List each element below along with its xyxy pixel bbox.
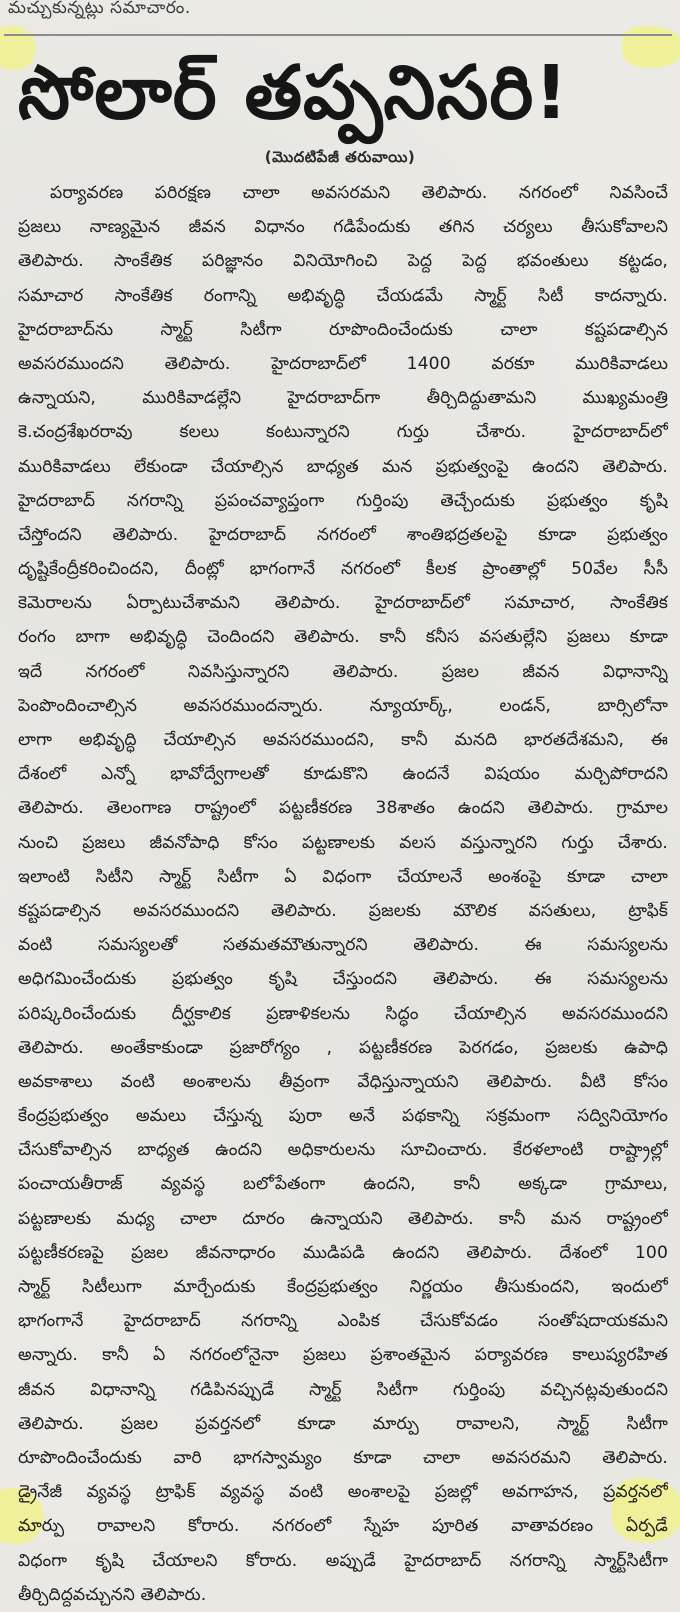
article-line: కె.చంద్రశేఖరరావు కలలు కంటున్నారని గుర్తు చేశారు. హైదరాబాద్‌లో <box>18 422 668 443</box>
article-line: లాగా అభివృద్ధి చేయాల్సిన అవసరముందని, కానీ మనది భారతదేశమని, ఈ <box>18 730 668 750</box>
headline: సోలార్ తప్పనిసరి! <box>18 50 569 136</box>
article-line: సమాచార సాంకేతిక రంగాన్ని అభివృద్ధి చేయడమే స్మార్ట్ సిటీ కాదన్నారు. <box>18 285 668 306</box>
article-line: ఇదే నగరంలో నివసిస్తున్నారని తెలిపారు. ప్రజల జీవన విధానాన్ని <box>18 661 668 682</box>
article-line: తెలిపారు. తెలంగాణ రాష్ట్రంలో పట్టణీకరణ 38శాతం ఉందని తెలిపారు. గ్రామాల <box>18 798 668 819</box>
continued-from-label: (మొదటిపేజీ తరువాయి) <box>264 148 416 166</box>
article-line: నుంచి ప్రజలు జీవనోపాధి కోసం పట్టణాలకు వలస వస్తున్నారని గుర్తు చేశారు. <box>18 832 668 853</box>
article-line: తీర్చిదిద్దవచ్చునని తెలిపారు. <box>18 1584 207 1605</box>
article-line: వంటి సమస్యలతో సతమతమౌతున్నారని తెలిపారు. ఈ సమస్యలను <box>18 935 668 956</box>
article-line: డ్రైనేజీ వ్యవస్థ ట్రాఫిక్ వ్యవస్థ వంటి అంశాలపై ప్రజల్లో అవగాహన, ప్రవర్తనలో <box>18 1482 668 1503</box>
article-body <box>18 176 668 1612</box>
article-line: స్మార్ట్ సిటీలుగా మార్చేందుకు కేంద్రప్రభుత్వం నిర్ణయం తీసుకుందని, ఇందులో <box>18 1277 668 1297</box>
article-line: చేసుకోవాల్సిన బాధ్యత ఉందని అధికారులను సూచించారు. కేరళలాంటి రాష్ట్రాల్లో <box>18 1140 668 1161</box>
article-line: పంచాయతీరాజ్ వ్యవస్థ బలోపేతంగా ఉందని, కానీ అక్కడా గ్రామాలు, <box>18 1174 668 1195</box>
article-line: అన్నారు. కానీ ఏ నగరంలోనైనా ప్రజలు ప్రశాంతమైన పర్యావరణ కాలుష్యరహిత <box>18 1345 668 1366</box>
article-line: చేస్తోందని తెలిపారు. హైదరాబాద్ నగరంలో శాంతిభద్రతలపై కూడా ప్రభుత్వం <box>18 524 668 545</box>
article-line: పట్టణాలకు మధ్య చాలా దూరం ఉన్నాయని తెలిపారు. కానీ మన రాష్ట్రంలో <box>18 1208 668 1229</box>
article-line: అవకాశాలు వంటి అంశాలను తీవ్రంగా వేధిస్తున్నాయని తెలిపారు. వీటి కోసం <box>18 1071 668 1092</box>
article-line: ఇలాంటి సిటీని స్మార్ట్ సిటీగా ఏ విధంగా చేయాలనే అంశంపై కూడా చాలా <box>18 866 668 887</box>
article-line: జీవన విధానాన్ని గడిపినప్పుడే స్మార్ట్ సిటీగా గుర్తింపు వచ్చినట్లవుతుందని <box>18 1379 668 1400</box>
article-line: తెలిపారు. ప్రజల ప్రవర్తనలో కూడా మార్పు రావాలని, స్మార్ట్ సిటీగా <box>18 1413 668 1434</box>
article-line: భాగంగానే హైదరాబాద్ నగరాన్ని ఎంపిక చేసుకోవడం సంతోషదాయకమని <box>18 1311 668 1332</box>
previous-article-tail: మచ్చుకున్నట్లు సమాచారం. <box>8 0 191 18</box>
article-line: హైదరాబాద్‌ను స్మార్ట్ సిటీగా రూపొందించేందుకు చాలా కష్టపడాల్సిన <box>18 319 668 340</box>
article-line: ప్రజలు నాణ్యమైన జీవన విధానం గడిపేందుకు తగిన చర్యలు తీసుకోవాలని <box>18 217 668 238</box>
article-line: తెలిపారు. సాంకేతిక పరిజ్ఞానం వినియోగించి పెద్ద పెద్ద భవంతులు కట్టడం, <box>18 251 668 272</box>
article-line: పట్టణీకరణపై ప్రజల జీవనాధారం ముడిపడి ఉందని తెలిపారు. దేశంలో 100 <box>18 1242 668 1263</box>
article-line: పరిష్కరించేందుకు దీర్ఘకాలిక ప్రణాళికలను సిద్ధం చేయాల్సిన అవసరముందని <box>18 1003 668 1024</box>
article-line: విధంగా కృషి చేయాలని కోరారు. అప్పుడే హైదరాబాద్ నగరాన్ని స్మార్ట్‌సిటీగా <box>18 1550 668 1571</box>
article-line: దేశంలో ఎన్నో భావోద్వేగాలతో కూడుకొని ఉందనే విషయం మర్చిపోరాదని <box>18 764 668 785</box>
article-line: కష్టపడాల్సిన అవసరముందని తెలిపారు. ప్రజలకు మౌలిక వసతులు, ట్రాఫిక్ <box>18 900 668 921</box>
article-line: పర్యావరణ పరిరక్షణ చాలా అవసరమని తెలిపారు. నగరంలో నివసించే <box>50 183 668 203</box>
article-line: హైదరాబాద్ నగరాన్ని ప్రపంచవ్యాప్తంగా గుర్తింపు తెచ్చేందుకు ప్రభుత్వం కృషి <box>18 490 668 511</box>
divider <box>4 34 672 36</box>
article-line: కెమెరాలను ఏర్పాటుచేశామని తెలిపారు. హైదరాబాద్‌లో సమాచార, సాంకేతిక <box>18 593 668 614</box>
article-line: రూపొందించేందుకు వారి భాగస్వామ్యం కూడా చాలా అవసరమని తెలిపారు. <box>18 1447 668 1468</box>
article-line: అవసరముందని తెలిపారు. హైదరాబాద్‌లో 1400 వరకూ మురికివాడలు <box>18 353 668 374</box>
article-line: కేంద్రప్రభుత్వం అమలు చేస్తున్న పురా అనే పథకాన్ని సక్రమంగా సద్వినియోగం <box>18 1106 668 1127</box>
article-line: రంగం బాగా అభివృద్ధి చెందిందని తెలిపారు. కానీ కనీస వసతుల్లేని ప్రజలు కూడా <box>18 627 668 648</box>
article-line: మురికివాడలు లేకుండా చేయాల్సిన బాధ్యత మన ప్రభుత్వంపై ఉందని తెలిపారు. <box>18 456 668 477</box>
article-line: తెలిపారు. అంతేకాకుండా ప్రజారోగ్యం , పట్టణీకరణ పెరగడం, ప్రజలకు ఉపాధి <box>18 1037 668 1058</box>
article-line: అధిగమించేందుకు ప్రభుత్వం కృషి చేస్తుందని తెలిపారు. ఈ సమస్యలను <box>18 969 668 990</box>
article-line: దృష్టికేంద్రీకరించిందని, దీంట్లో భాగంగానే నగరంలో కీలక ప్రాంతాల్లో 50వేల సీసీ <box>18 559 668 580</box>
article-line: ఉన్నాయని, మురికివాడల్లేని హైదరాబాద్‌గా తీర్చిదిద్దుతామని ముఖ్యమంత్రి <box>18 388 668 409</box>
article-line: పెంపొందించాల్సిన అవసరముందన్నారు. న్యూయార్క్, లండన్, బార్సిలోనా <box>18 695 668 716</box>
article-line: మార్పు రావాలని కోరారు. నగరంలో స్నేహ పూరిత వాతావరణం ఏర్పడే <box>18 1516 668 1537</box>
